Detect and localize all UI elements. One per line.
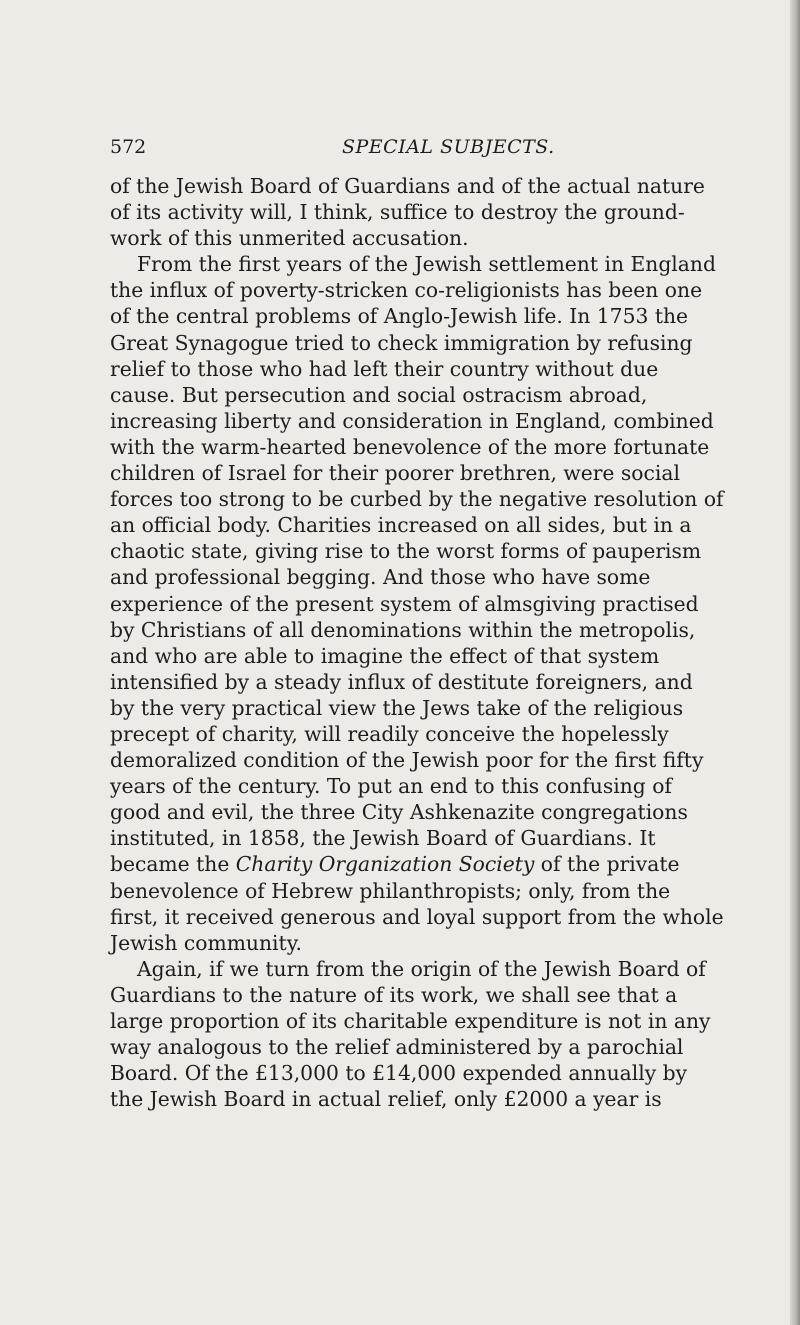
text-line: Jewish community. xyxy=(110,930,302,955)
italic-title: Charity Organization Society xyxy=(235,852,535,877)
text-line: children of Israel for their poorer brethren, were social xyxy=(110,461,680,486)
text-line: benevolence of Hebrew philanthropists; only, from the xyxy=(110,878,671,903)
text-line: Guardians to the nature of its work, we shall see that a xyxy=(110,982,678,1007)
text-run: of the private xyxy=(534,852,680,877)
text-line: precept of charity, will readily conceive the hopelessly xyxy=(110,721,669,746)
text-line: demoralized condition of the Jewish poor for the first fifty xyxy=(110,748,704,773)
text-line: first, it received generous and loyal support from the whole xyxy=(110,904,724,929)
text-line: an official body. Charities increased on all sides, but in a xyxy=(110,513,692,538)
text-line: instituted, in 1858, the Jewish Board of Guardians. It xyxy=(110,826,656,851)
text-line: intensified by a steady influx of destitute foreigners, and xyxy=(110,669,693,694)
text-line: of the Jewish Board of Guardians and of the actual nature xyxy=(110,174,705,198)
text-line: way analogous to the relief administered by a parochial xyxy=(110,1035,684,1060)
text-line: forces too strong to be curbed by the negative resolution of xyxy=(110,487,724,512)
text-line: chaotic state, giving rise to the worst forms of pauperism xyxy=(110,539,702,564)
running-title: SPECIAL SUBJECTS. xyxy=(342,136,555,158)
text-line: cause. But persecution and social ostracism abroad, xyxy=(110,382,648,407)
page-header xyxy=(110,136,685,162)
text-line: the influx of poverty-stricken co-religionists has been one xyxy=(110,278,703,303)
text-line: good and evil, the three City Ashkenazite congregations xyxy=(110,800,688,825)
text-line: the Jewish Board in actual relief, only £2000 a year is xyxy=(110,1087,662,1112)
text-line: of its activity will, I think, suffice to destroy the ground- xyxy=(110,200,685,225)
text-line: with the warm-hearted benevolence of the more fortunate xyxy=(110,434,710,459)
text-line: From the first years of the Jewish settlement in England xyxy=(137,252,716,277)
text-line: experience of the present system of almsgiving practised xyxy=(110,591,699,616)
text-line: work of this unmerited accusation. xyxy=(110,226,469,251)
text-line: and who are able to imagine the effect of that system xyxy=(110,643,660,668)
text-line: increasing liberty and consideration in England, combined xyxy=(110,408,714,433)
text-line: by Christians of all denominations within the metropolis, xyxy=(110,617,696,642)
text-line: Great Synagogue tried to check immigration by refusing xyxy=(110,330,693,355)
text-line: Again, if we turn from the origin of the Jewish Board of xyxy=(137,956,706,981)
text-line: relief to those who had left their country without due xyxy=(110,356,659,381)
text-line: and professional begging. And those who have some xyxy=(110,565,651,590)
text-line: large proportion of its charitable expenditure is not in any xyxy=(110,1009,711,1033)
body-text xyxy=(110,173,724,1112)
text-line: of the central problems of Anglo-Jewish life. In 1753 the xyxy=(110,304,689,329)
text-run: became the xyxy=(110,852,236,877)
text-line: years of the century. To put an end to this confusing of xyxy=(110,774,672,799)
text-line-mixed xyxy=(110,851,700,877)
page-number: 572 xyxy=(110,136,147,158)
text-line: by the very practical view the Jews take of the religious xyxy=(110,695,684,720)
text-line: Board. Of the £13,000 to £14,000 expended annually by xyxy=(110,1061,688,1086)
page-edge xyxy=(790,0,800,1325)
